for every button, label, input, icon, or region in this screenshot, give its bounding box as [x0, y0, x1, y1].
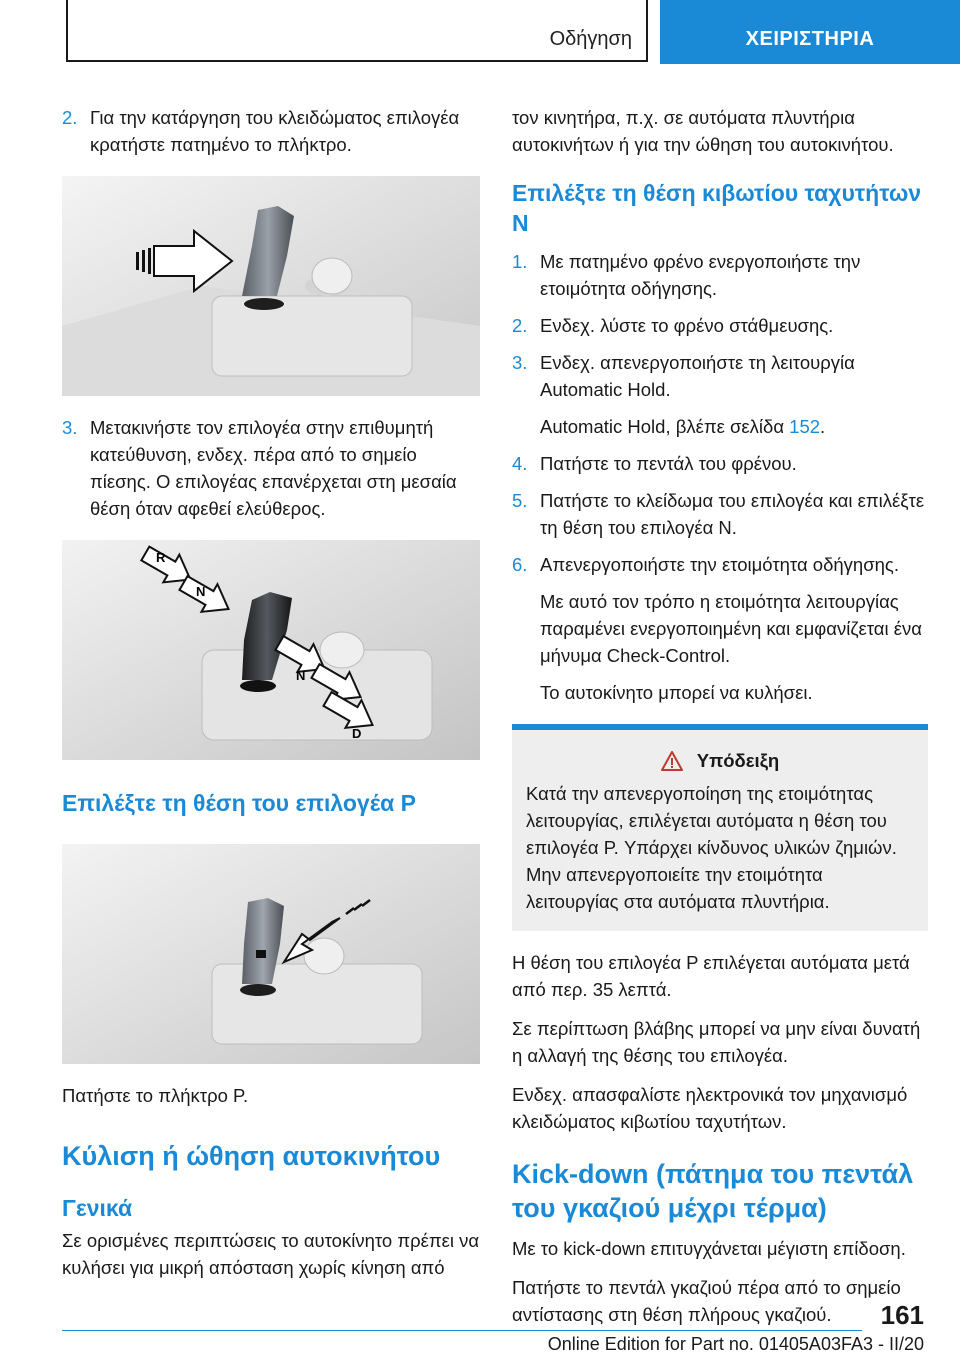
step-number: 3. — [512, 352, 528, 373]
gear-label-r: R — [156, 550, 166, 565]
step-text: Πατήστε το πεντάλ του φρένου. — [540, 453, 797, 474]
warning-box — [512, 724, 928, 931]
step-sub-text: Με αυτό τον τρόπο η ετοιμότητα λειτουργίας παραμένει ενεργοποιημένη και εμφανίζεται ένα μήνυμα Check-Control. — [540, 591, 922, 666]
footer-edition: Online Edition for Part no. 01405A03FA3 - II/20 — [547, 1334, 924, 1354]
heading-select-n: Επιλέξτε τη θέση κιβωτίου ταχυτήτων N — [512, 180, 922, 236]
header-section-box — [66, 0, 648, 62]
gear-label-n-top: N — [196, 584, 206, 599]
step-sub-text: Το αυτοκίνητο μπορεί να κυλήσει. — [540, 682, 813, 703]
step-sub-reference — [512, 413, 928, 440]
gear-label-n-bottom: N — [296, 668, 306, 683]
step-item — [512, 487, 928, 541]
reference-text: Automatic Hold, βλέπε σελίδα — [540, 416, 790, 437]
heading-general: Γενικά — [62, 1195, 133, 1221]
illustration-shifter-positions — [62, 540, 480, 760]
gear-label-d: D — [352, 726, 362, 741]
step-text: Για την κατάργηση του κλειδώματος επιλογέα κρατήστε πατημένο το πλήκτρο. — [90, 107, 460, 155]
step-item — [512, 551, 928, 578]
kickdown-text-2: Πατήστε το πεντάλ γκαζιού πέρα από το σημείο αντίστασης στη θέση πλήρους γκαζιού. — [512, 1277, 901, 1325]
step-number: 6. — [512, 554, 528, 575]
footer-divider — [62, 1330, 862, 1331]
step-number: 5. — [512, 490, 528, 511]
illustration-shifter-unlock — [62, 176, 480, 396]
step-number: 4. — [512, 453, 528, 474]
press-p-text: Πατήστε το πλήκτρο P. — [62, 1085, 249, 1106]
step-text: Απενεργοποιήστε την ετοιμότητα οδήγησης. — [540, 554, 899, 575]
unlock-text: Ενδεχ. απασφαλίστε ηλεκτρονικά τον μηχανισμό κλειδώματος κιβωτίου ταχυτήτων. — [512, 1084, 908, 1132]
left-column — [62, 104, 480, 1293]
kickdown-text-1: Με το kick-down επιτυγχάνεται μέγιστη επίδοση. — [512, 1238, 906, 1259]
step-text: Ενδεχ. απενεργοποιήστε τη λειτουργία Automatic Hold. — [540, 352, 855, 400]
heading-rolling: Κύλιση ή ώθηση αυτοκινήτου — [62, 1141, 441, 1171]
general-text: Σε ορισμένες περιπτώσεις το αυτοκίνητο πρέπει να κυλήσει για μικρή απόσταση χωρίς κίνηση από — [62, 1230, 480, 1278]
step-item — [62, 414, 480, 522]
step-item — [512, 349, 928, 403]
page-number: 161 — [880, 1300, 924, 1330]
header-chapter-box — [660, 0, 960, 64]
step-item — [62, 104, 480, 158]
fault-text: Σε περίπτωση βλάβης μπορεί να μην είναι δυνατή η αλλαγή της θέσης του επιλογέα. — [512, 1018, 921, 1066]
warning-text: Κατά την απενεργοποίηση της ετοιμότητας λειτουργίας, επιλέγεται αυτόματα η θέση του επιλογέα P. Υπάρχει κίνδυνος υλικών ζημιών. Μην απενεργοποιείτε την ετοιμότητα λειτουργίας στα αυτόματα πλυντήρια. — [526, 783, 897, 912]
heading-kickdown: Kick-down (πάτημα του πεντάλ του γκαζιού μέχρι τέρμα) — [512, 1159, 914, 1223]
step-text: Πατήστε το κλείδωμα του επιλογέα και επιλέξτε τη θέση του επιλογέα N. — [540, 490, 925, 538]
warning-header — [526, 750, 914, 772]
step-number: 2. — [62, 107, 78, 128]
step-item — [512, 312, 928, 339]
warning-title: Υπόδειξη — [696, 750, 780, 771]
page-header — [0, 0, 960, 64]
step-text: Ενδεχ. λύστε το φρένο στάθμευσης. — [540, 315, 834, 336]
header-chapter-title: ΧΕΙΡΙΣΤΗΡΙΑ — [745, 28, 875, 50]
illustration-p-button — [62, 844, 480, 1064]
step-text: Με πατημένο φρένο ενεργοποιήστε την ετοιμότητα οδήγησης. — [540, 251, 861, 299]
right-column — [512, 104, 928, 1340]
step-item — [512, 248, 928, 302]
warning-triangle-icon — [661, 751, 683, 771]
step-number: 3. — [62, 417, 78, 438]
step-text: Μετακινήστε τον επιλογέα στην επιθυμητή κατεύθυνση, ενδεχ. πέρα από το σημείο πίεσης. Ο επιλογέας επανέρχεται στη μεσαία θέση όταν αφεθεί ελεύθερος. — [90, 417, 457, 519]
step-number: 1. — [512, 251, 528, 272]
auto-p-text: Η θέση του επιλογέα P επιλέγεται αυτόματα μετά από περ. 35 λεπτά. — [512, 952, 910, 1000]
header-section-title: Οδήγηση — [549, 28, 632, 50]
step-item — [512, 450, 928, 477]
reference-dot: . — [820, 416, 826, 437]
continued-text: τον κινητήρα, π.χ. σε αυτόματα πλυντήρια αυτοκινήτων ή για την ώθηση του αυτοκινήτου. — [512, 107, 894, 155]
page-link-152[interactable]: 152 — [789, 416, 821, 437]
heading-select-p: Επιλέξτε τη θέση του επιλογέα P — [62, 790, 416, 816]
step-number: 2. — [512, 315, 528, 336]
